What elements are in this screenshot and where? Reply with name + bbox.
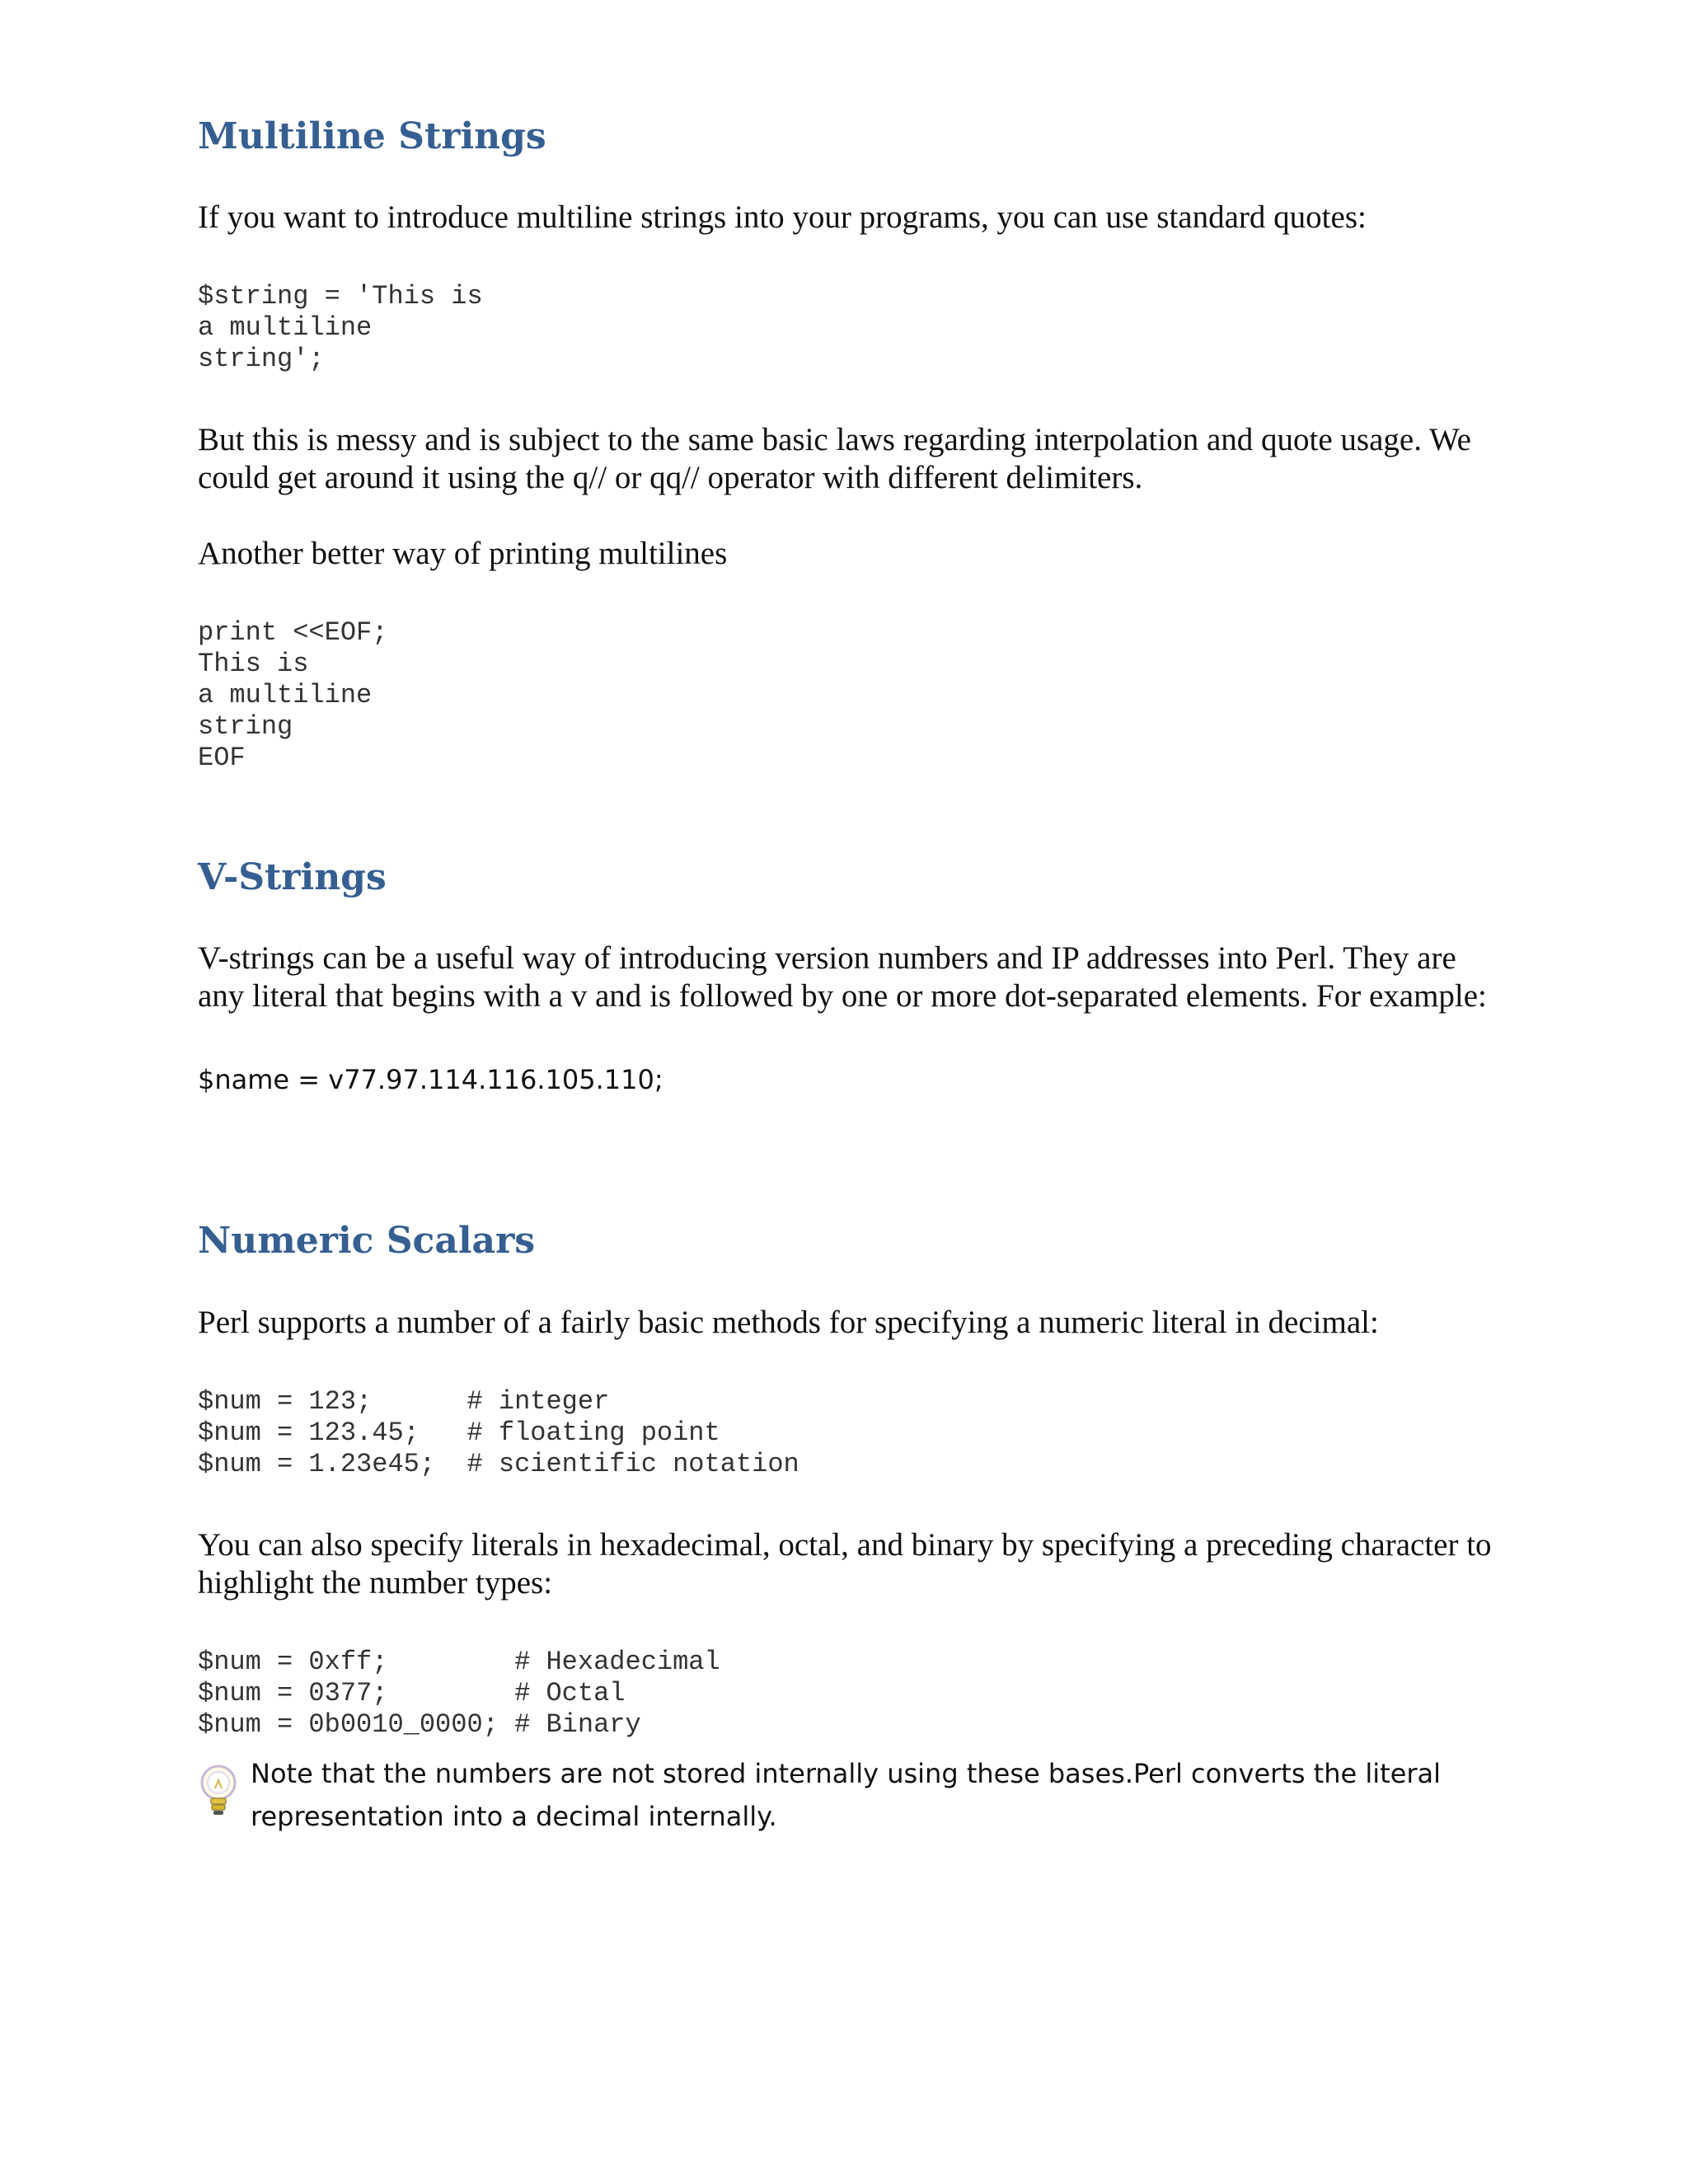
code-block-decimal-literals: $num = 123; # integer $num = 123.45; # floating point $num = 1.23e45; # scientific notation xyxy=(198,1386,799,1480)
paragraph-multiline-intro: If you want to introduce multiline strings into your programs, you can use standard quotes: xyxy=(198,199,1367,235)
v-string-example: $name = v77.97.114.116.105.110; xyxy=(198,1063,663,1095)
heading-numeric-scalars: Numeric Scalars xyxy=(198,1219,536,1262)
paragraph-multiline-messy: But this is messy and is subject to the same basic laws regarding interpolation and quote usage. We could get around it using the q// or qq// operator with different delimiters. xyxy=(198,421,1471,495)
paragraph-numeric-bases: You can also specify literals in hexadecimal, octal, and binary by specifying a preceding character to highlight the number types: xyxy=(198,1527,1492,1601)
paragraph-multiline-better: Another better way of printing multilines xyxy=(198,535,728,571)
paragraph-numeric-intro: Perl supports a number of a fairly basic methods for specifying a numeric literal in decimal: xyxy=(198,1305,1379,1341)
code-block-multiline-quotes: $string = 'This is a multiline string'; xyxy=(198,280,483,374)
lightbulb-icon xyxy=(198,1764,239,1818)
paragraph-v-strings-intro: V-strings can be a useful way of introducing version numbers and IP addresses into Perl. They are any literal that begins with a v and is followed by one or more dot-separated elements. For example: xyxy=(198,940,1487,1014)
note-text: Note that the numbers are not stored internally using these bases.Perl converts the literal representation into a decimal internally. xyxy=(251,1758,1442,1833)
heading-v-strings: V-Strings xyxy=(198,855,387,898)
code-block-heredoc: print <<EOF; This is a multiline string EOF xyxy=(198,616,388,773)
code-block-base-literals: $num = 0xff; # Hexadecimal $num = 0377; # Octal $num = 0b0010_0000; # Binary xyxy=(198,1647,720,1741)
note-box xyxy=(198,1752,1500,1838)
document-page xyxy=(198,115,1500,1838)
heading-multiline-strings: Multiline Strings xyxy=(198,115,546,157)
